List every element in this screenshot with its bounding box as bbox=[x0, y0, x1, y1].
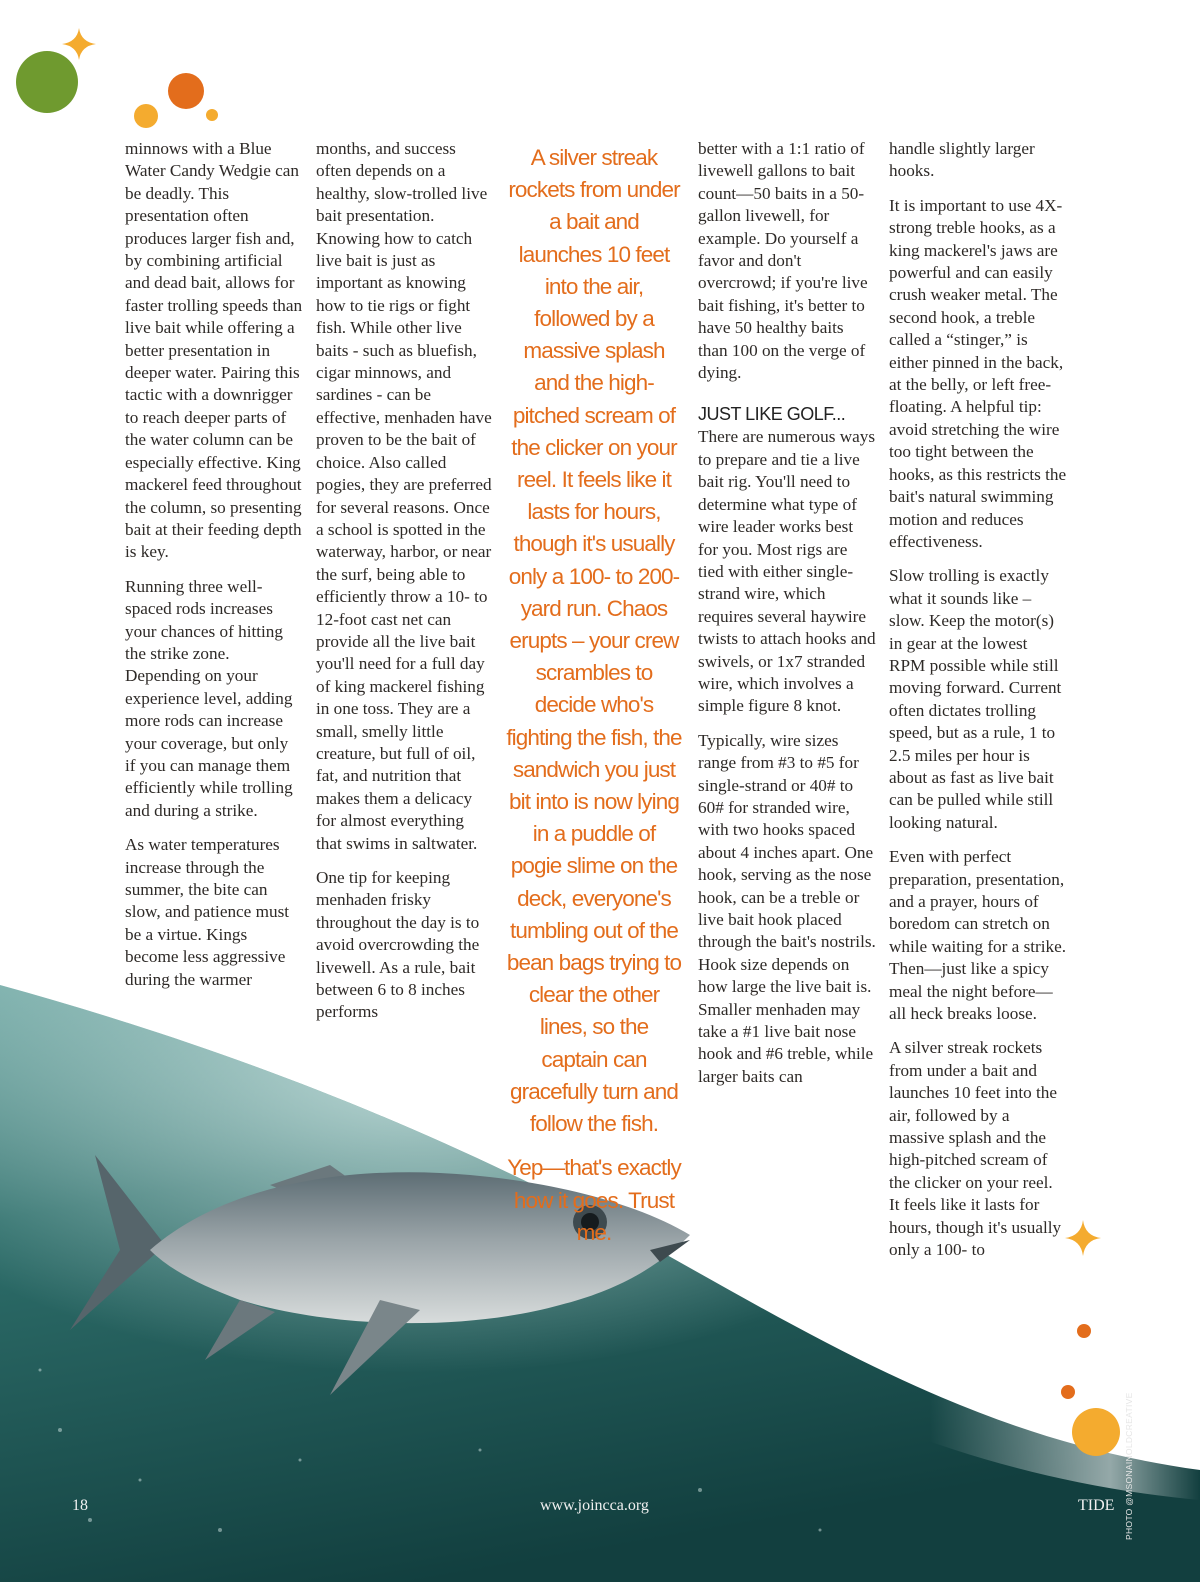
pull-quote-text: A silver streak rockets from under a bait and launches 10 feet into the air, followed by a massive splash and the high-pitched scream of the clicker on your reel. It feels like it lasts for hours, though it's usually only a 100- to 200-yard run. Chaos erupts – your crew scrambles to decide who's fighting the fish, the sandwich you just bit into is now lying in a puddle of pogie slime on the deck, everyone's tumbling out of the bean bags trying to clear the other lines, so the captain can gracefully turn and follow the fish. bbox=[506, 145, 682, 1137]
paragraph: Even with perfect preparation, presentation, and a prayer, hours of boredom can stretch on while waiting for a strike. Then—just like a spicy meal the night before—all heck breaks loose. bbox=[889, 847, 1067, 1024]
paragraph: As water temperatures increase through the summer, the bite can slow, and patience must be a virtue. Kings become less aggressive during the warmer bbox=[125, 835, 290, 989]
paragraph: better with a 1:1 ratio of livewell gallons to bait count—50 baits in a 50-gallon livewell, for example. Do yourself a favor and don't overcrowd; if you're live bait fishing, it's better to have 50 healthy baits than 100 on the verge of dying. bbox=[698, 139, 868, 383]
pull-quote bbox=[506, 142, 682, 1261]
paragraph: A silver streak rockets from under a bait and launches 10 feet into the air, followed by a massive splash and the high-pitched scream of the clicker on your reel. It feels like it lasts for hours, though it's usually only a 100- to bbox=[889, 1038, 1062, 1260]
footer-url: www.joincca.org bbox=[540, 1497, 649, 1514]
photo-credit: PHOTO @MSONAINOLDCREATIVE bbox=[1124, 1392, 1134, 1540]
paragraph: months, and success often depends on a healthy, slow-trolled live bait presentation. Knowing how to catch live bait is just as important as knowing how to tie rigs or fight fish. While other live baits - such as bluefish, cigar minnows, and sardines - can be effective, menhaden have proven to be the bait of choice. Also called pogies, they are preferred for several reasons. Once a school is spotted in the waterway, harbor, or near the surf, being able to efficiently throw a 10- to 12-foot cast net can provide all the live bait you'll need for a full day of king mackerel fishing in one toss. They are a small, smelly little creature, but full of oil, fat, and nutrition that makes them a delicacy for almost everything that swims in saltwater. bbox=[316, 139, 492, 853]
magazine-name: TIDE bbox=[1078, 1497, 1115, 1514]
article-column-5 bbox=[889, 138, 1067, 1274]
paragraph: Slow trolling is exactly what it sounds like – slow. Keep the motor(s) in gear at the lowest RPM possible while still moving forward. Current often dictates trolling speed, but as a rule, 1 to 2.5 miles per hour is about as fast as live bait can be pulled while still looking natural. bbox=[889, 566, 1062, 832]
paragraph: Typically, wire sizes range from #3 to #5 for single-strand or 40# to 60# for stranded wire, with two hooks spaced about 4 inches apart. One hook, serving as the nose hook, can be a treble or live bait hook placed through the bait's nostrils. Hook size depends on how large the live bait is. Smaller menhaden may take a #1 live bait nose hook and #6 treble, while larger baits can bbox=[698, 730, 876, 1086]
page-number: 18 bbox=[72, 1497, 88, 1514]
article-column-2 bbox=[316, 138, 494, 1036]
paragraph: handle slightly larger hooks. bbox=[889, 139, 1035, 181]
section-heading: JUST LIKE GOLF... bbox=[698, 404, 846, 425]
article-column-1 bbox=[125, 138, 303, 1003]
decorative-dots-top bbox=[0, 0, 240, 140]
paragraph: It is important to use 4X-strong treble hooks, as a king mackerel's jaws are powerful and can easily crush weaker metal. The second hook, a treble called a “stinger,” is either pinned in the back, at the belly, or left free-floating. A helpful tip: avoid stretching the wire too tight between the hooks, as this restricts the bait's natural swimming motion and reduces effectiveness. bbox=[889, 195, 1067, 551]
paragraph: One tip for keeping menhaden frisky throughout the day is to avoid overcrowding the livewell. As a rule, bait between 6 to 8 inches performs bbox=[316, 868, 480, 1022]
pull-quote-closing: Yep—that's exactly how it goes. Trust me. bbox=[507, 1155, 681, 1245]
paragraph: Running three well-spaced rods increases your chances of hitting the strike zone. Depending on your experience level, adding more rods can increase your coverage, but only if you can manage them efficiently while trolling and during a strike. bbox=[125, 576, 293, 820]
paragraph: minnows with a Blue Water Candy Wedgie can be deadly. This presentation often produces larger fish and, by combining artificial and dead bait, allows for faster trolling speeds than live bait while offering a better presentation in deeper water. Pairing this tactic with a downrigger to reach deeper parts of the water column can be especially effective. King mackerel feed throughout the column, so presenting bait at their feeding depth is key. bbox=[125, 139, 303, 562]
article-column-4 bbox=[698, 138, 876, 1100]
paragraph: There are numerous ways to prepare and tie a live bait rig. You'll need to determine what type of wire leader works best for you. Most rigs are tied with either single-strand wire, which requires several haywire twists to attach hooks and swivels, or 1x7 stranded wire, which involves a simple figure 8 knot. bbox=[698, 427, 876, 716]
